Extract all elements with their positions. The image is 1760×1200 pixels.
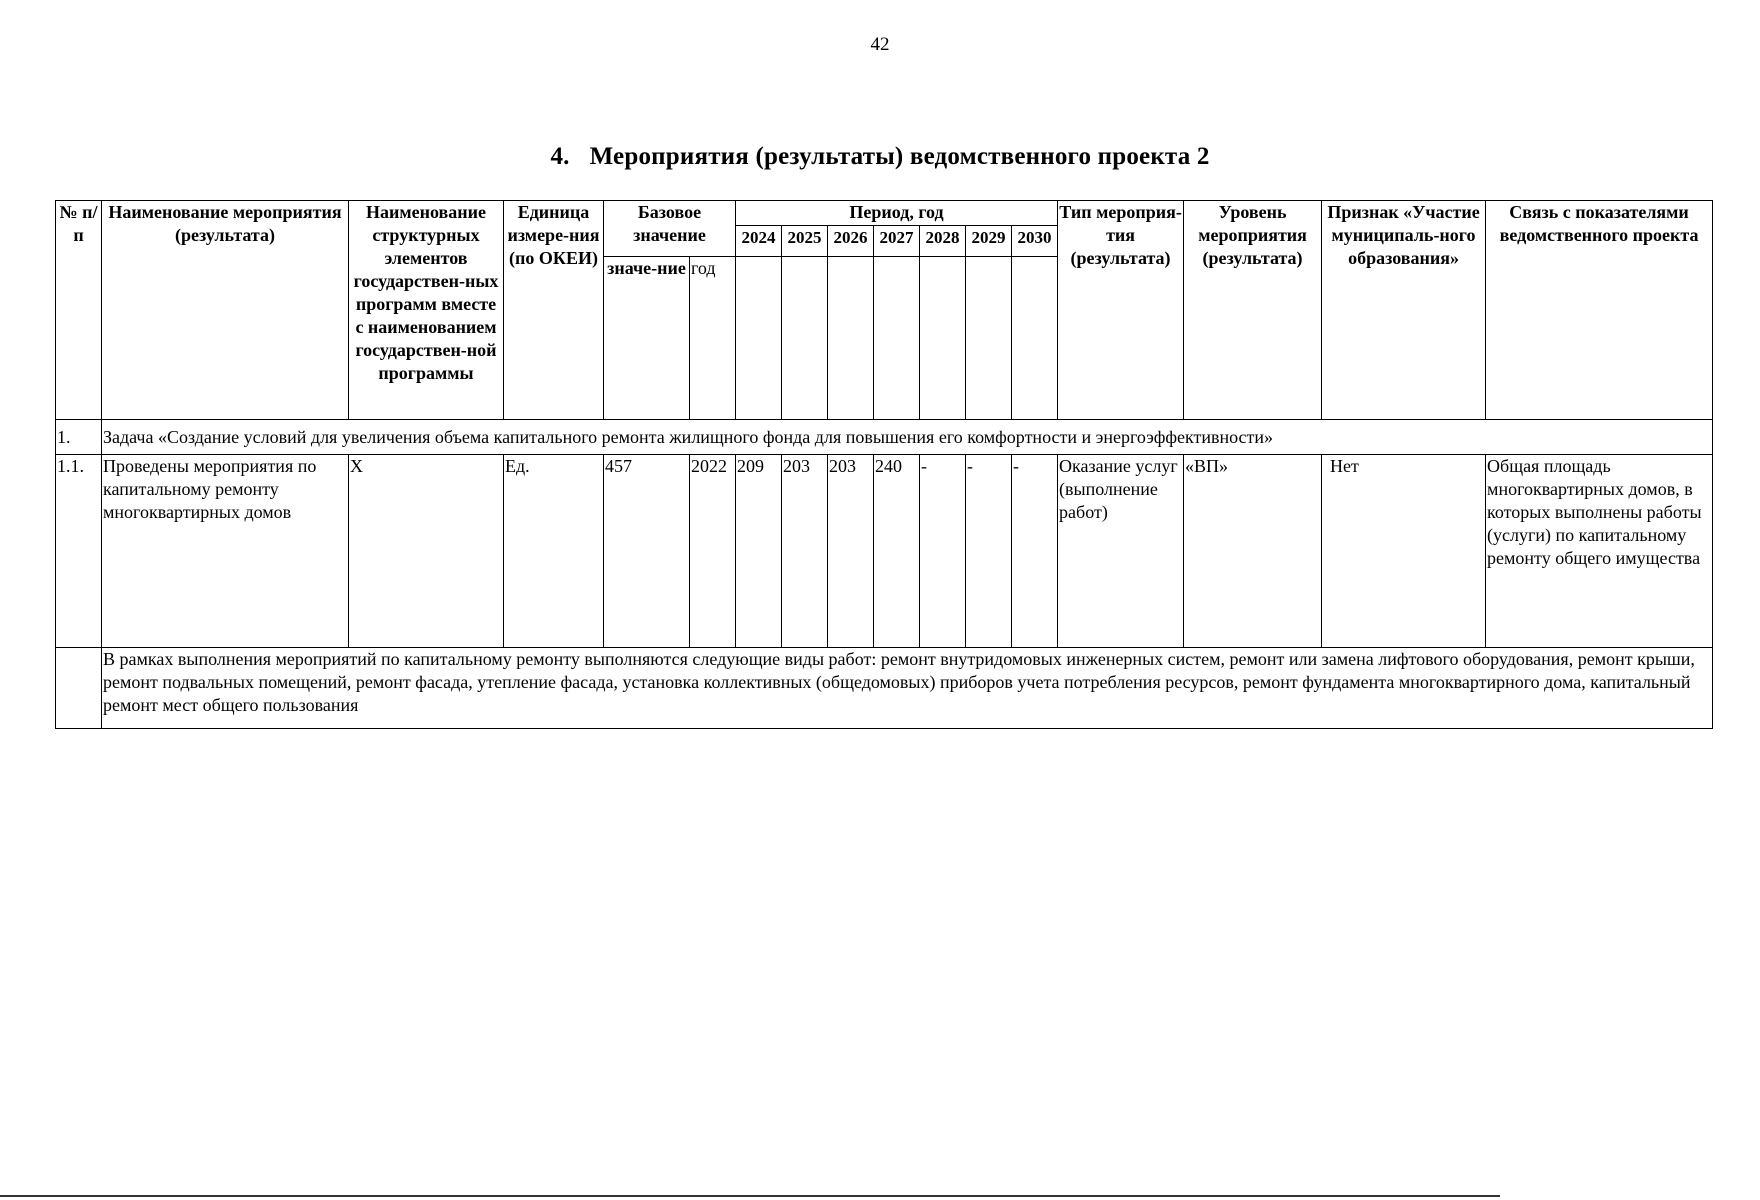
item-num: 1.1. <box>56 455 102 648</box>
task-text: Задача «Создание условий для увеличения объема капитального ремонта жилищного фонда для повышения его комфортности и энергоэффективности» <box>102 420 1713 455</box>
header-base-year: год <box>690 257 736 420</box>
scan-edge-line <box>0 1195 1500 1197</box>
section-number: 4. <box>550 143 570 170</box>
year-cell-empty <box>782 257 828 420</box>
item-base-value: 457 <box>604 455 690 648</box>
section-title-text: Мероприятия (результаты) ведомственного проекта 2 <box>589 143 1210 170</box>
header-row-1 <box>56 201 1713 226</box>
header-num: № п/п <box>56 201 102 420</box>
header-year: 2027 <box>874 226 920 257</box>
year-cell-empty <box>966 257 1012 420</box>
task-row <box>56 420 1713 455</box>
header-period: Период, год <box>736 201 1058 226</box>
header-year: 2025 <box>782 226 828 257</box>
year-cell-empty <box>1012 257 1058 420</box>
year-cell-empty <box>920 257 966 420</box>
note-num-empty <box>56 648 102 729</box>
item-level: «ВП» <box>1184 455 1322 648</box>
header-unit: Единица измере-ния (по ОКЕИ) <box>504 201 604 420</box>
item-struct: X <box>349 455 504 648</box>
item-name: Проведены мероприятия по капитальному ремонту многоквартирных домов <box>102 455 349 648</box>
item-year-value: 209 <box>736 455 782 648</box>
header-year: 2029 <box>966 226 1012 257</box>
item-year-value: 240 <box>874 455 920 648</box>
header-base-value: значе-ние <box>604 257 690 420</box>
item-year-value: 203 <box>828 455 874 648</box>
note-text: В рамках выполнения мероприятий по капитальному ремонту выполняются следующие виды работ: ремонт внутридомовых инженерных систем, ремонт или замена лифтового оборудования, ремонт крыши, ремонт подвальных помещений, ремонт фасада, утепление фасада, установка коллективных (общедомовых) приборов учета потребления ресурсов, ремонт фундамента многоквартирного дома, капитальный ремонт мест общего пользования <box>102 648 1713 729</box>
item-unit: Ед. <box>504 455 604 648</box>
header-base: Базовое значение <box>604 201 736 257</box>
item-link: Общая площадь многоквартирных домов, в которых выполнены работы (услуги) по капитальному ремонту общего имущества <box>1486 455 1713 648</box>
header-year: 2024 <box>736 226 782 257</box>
header-struct: Наименование структурных элементов государствен-ных программ вместе с наименованием государствен-ной программы <box>349 201 504 420</box>
header-year: 2028 <box>920 226 966 257</box>
page-number: 42 <box>870 34 890 55</box>
task-num: 1. <box>56 420 102 455</box>
year-cell-empty <box>874 257 920 420</box>
item-year-value: 203 <box>782 455 828 648</box>
note-row <box>56 648 1713 729</box>
year-cell-empty <box>736 257 782 420</box>
section-title <box>0 143 1760 171</box>
measures-table <box>55 200 1713 729</box>
item-year-value: - <box>1012 455 1058 648</box>
header-year: 2030 <box>1012 226 1058 257</box>
year-cell-empty <box>828 257 874 420</box>
item-year-value: - <box>966 455 1012 648</box>
item-type: Оказание услуг (выполнение работ) <box>1058 455 1184 648</box>
header-type: Тип мероприя-тия (результата) <box>1058 201 1184 420</box>
item-year-value: - <box>920 455 966 648</box>
header-name: Наименование мероприятия (результата) <box>102 201 349 420</box>
header-link: Связь с показателями ведомственного проекта <box>1486 201 1713 420</box>
header-municipal: Признак «Участие муниципаль-ного образования» <box>1322 201 1486 420</box>
item-row <box>56 455 1713 648</box>
item-municipal: Нет <box>1322 455 1486 648</box>
header-year: 2026 <box>828 226 874 257</box>
header-level: Уровень мероприятия (результата) <box>1184 201 1322 420</box>
item-base-year: 2022 <box>690 455 736 648</box>
